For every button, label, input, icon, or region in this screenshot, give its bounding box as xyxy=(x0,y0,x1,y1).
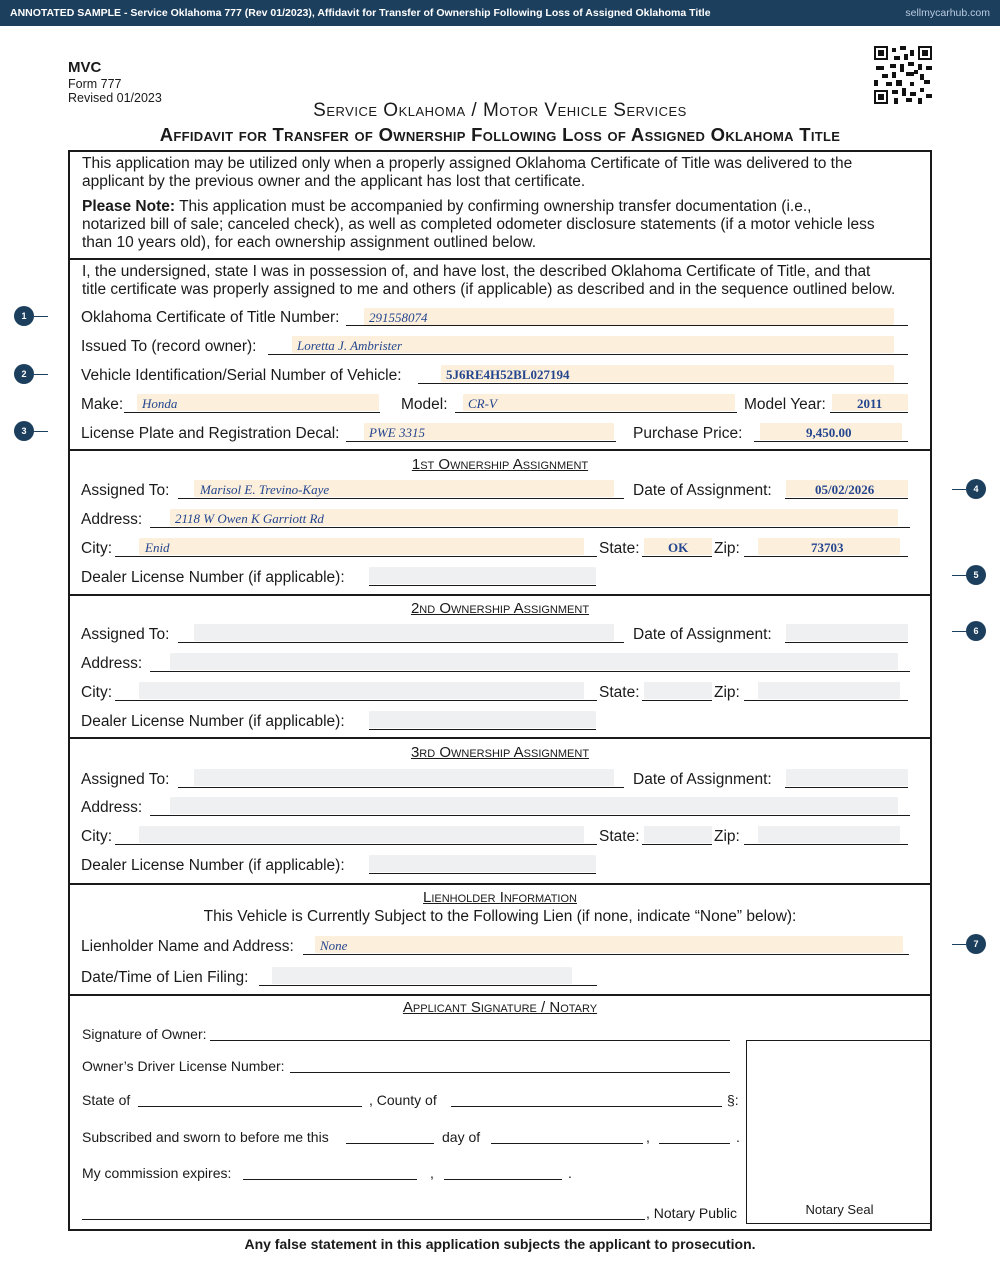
city-label: City: xyxy=(81,684,112,701)
underline xyxy=(642,556,712,557)
assignment-1-city-field[interactable] xyxy=(139,538,584,555)
assignment-2-dealer-field[interactable] xyxy=(369,711,596,728)
vin-label: Vehicle Identification/Serial Number of Vehicle: xyxy=(81,367,402,384)
commission-label: My commission expires: xyxy=(82,1165,232,1181)
assignment-1-dealer-field[interactable] xyxy=(369,567,596,584)
sworn-label: Subscribed and sworn to before me this xyxy=(82,1129,329,1145)
owner-signature-label: Signature of Owner: xyxy=(82,1026,207,1042)
signature-heading: Applicant Signature / Notary xyxy=(402,999,598,1016)
owner-signature-line[interactable] xyxy=(210,1040,730,1041)
assignment-2-zip-field[interactable] xyxy=(758,682,900,699)
state-of-label: State of xyxy=(82,1092,131,1108)
date-of-assignment-label: Date of Assignment: xyxy=(633,626,772,643)
commission-year-line[interactable] xyxy=(444,1179,562,1180)
annotation-marker-5[interactable]: 5 xyxy=(966,565,986,585)
county-of-label: , County of xyxy=(369,1092,437,1108)
underline xyxy=(785,787,908,788)
address-label: Address: xyxy=(81,511,143,528)
lien-filing-date-label: Date/Time of Lien Filing: xyxy=(81,969,249,986)
annotation-marker-6[interactable]: 6 xyxy=(966,621,986,641)
intro-text: This application may be utilized only when a properly assigned Oklahoma Certificate of Title was delivered to the applicant by the previous owner and the applicant has lost that certificate. xyxy=(82,155,853,190)
lienholder-heading: Lienholder Information xyxy=(423,889,577,906)
underline xyxy=(830,412,908,413)
underline xyxy=(303,954,909,955)
underline xyxy=(369,585,596,586)
sworn-year-line[interactable] xyxy=(659,1143,730,1144)
assignment-3-address-field[interactable] xyxy=(170,797,898,814)
period-mark: . xyxy=(736,1129,740,1145)
issued-to-value: Loretta J. Ambrister xyxy=(297,338,403,353)
notary-seal-label: Notary Seal xyxy=(805,1202,874,1217)
license-plate-label: License Plate and Registration Decal: xyxy=(81,425,340,442)
zip-label: Zip: xyxy=(714,828,740,845)
notary-seal-box xyxy=(746,1040,932,1224)
annotation-marker-4[interactable]: 4 xyxy=(966,479,986,499)
annotation-marker-7[interactable]: 7 xyxy=(966,934,986,954)
qr-code-icon xyxy=(874,46,932,104)
annotation-marker-2[interactable]: 2 xyxy=(14,364,34,384)
title-number-value: 291558074 xyxy=(369,310,428,325)
form-title-line1: Service Oklahoma / Motor Vehicle Services xyxy=(313,100,687,121)
period-mark: . xyxy=(568,1165,572,1181)
assignment-2-address-field[interactable] xyxy=(170,653,898,670)
issued-to-label: Issued To (record owner): xyxy=(81,338,257,355)
underline xyxy=(346,325,908,326)
underline xyxy=(150,671,910,672)
assignment-3-assigned-to-field[interactable] xyxy=(194,769,614,786)
divider xyxy=(68,994,932,996)
commission-date-line[interactable] xyxy=(243,1179,417,1180)
model-label: Model: xyxy=(401,396,448,413)
marker-connector xyxy=(34,316,48,317)
banner-title: ANNOTATED SAMPLE - Service Oklahoma 777 (Rev 01/2023), Affidavit for Transfer of Ownership Following Loss of Assigned Oklahoma Title xyxy=(10,7,711,19)
driver-license-line[interactable] xyxy=(290,1072,730,1073)
top-banner xyxy=(0,0,1000,26)
marker-connector xyxy=(34,374,48,375)
sworn-day-line[interactable] xyxy=(346,1143,434,1144)
annotation-marker-3[interactable]: 3 xyxy=(14,421,34,441)
banner-site-link[interactable]: sellmycarhub.com xyxy=(905,7,990,19)
assignment-3-date-field[interactable] xyxy=(786,769,908,786)
annotation-marker-1[interactable]: 1 xyxy=(14,306,34,326)
assignment-1-zip-value: 73703 xyxy=(811,540,844,555)
assignment-2-heading: 2nd Ownership Assignment xyxy=(410,600,590,617)
notary-signature-line[interactable] xyxy=(82,1219,645,1220)
marker-connector xyxy=(952,944,966,945)
underline xyxy=(124,412,380,413)
state-label: State: xyxy=(599,828,640,845)
underline xyxy=(178,498,624,499)
dealer-license-label: Dealer License Number (if applicable): xyxy=(81,857,345,874)
lienholder-name-value: None xyxy=(320,938,348,953)
assigned-to-label: Assigned To: xyxy=(81,482,170,499)
lienholder-subtitle: This Vehicle is Currently Subject to the Following Lien (if none, indicate “None” below): xyxy=(203,908,797,925)
underline xyxy=(744,556,908,557)
underline xyxy=(642,844,712,845)
divider xyxy=(68,737,932,739)
model-year-value: 2011 xyxy=(857,396,883,411)
title-number-label: Oklahoma Certificate of Title Number: xyxy=(81,309,340,326)
dealer-license-label: Dealer License Number (if applicable): xyxy=(81,713,345,730)
assignment-1-date-value: 05/02/2026 xyxy=(815,482,875,497)
day-of-label: day of xyxy=(442,1129,481,1145)
divider xyxy=(68,594,932,596)
underline xyxy=(785,498,908,499)
underline xyxy=(268,354,908,355)
underline xyxy=(455,412,737,413)
underline xyxy=(369,873,596,874)
section-mark: §: xyxy=(727,1092,739,1108)
lien-filing-date-field[interactable] xyxy=(272,967,572,984)
date-of-assignment-label: Date of Assignment: xyxy=(633,771,772,788)
assignment-1-assigned-to-value: Marisol E. Trevino-Kaye xyxy=(200,482,330,497)
underline xyxy=(259,985,597,986)
divider xyxy=(68,449,932,451)
statement-text: I, the undersigned, state I was in possession of, and have lost, the described Oklahoma Certificate of Title, and that title certificate was properly assigned to me and others (if applicable) as described and in the sequence outlined below. xyxy=(82,263,896,298)
city-label: City: xyxy=(81,828,112,845)
title-number-field[interactable] xyxy=(364,308,894,325)
state-label: State: xyxy=(599,684,640,701)
lienholder-name-field[interactable] xyxy=(315,936,903,953)
model-field[interactable] xyxy=(463,394,735,411)
underline xyxy=(418,383,908,384)
divider xyxy=(68,883,932,885)
underline xyxy=(178,642,624,643)
underline xyxy=(115,556,597,557)
assignment-2-date-field[interactable] xyxy=(786,624,908,641)
underline xyxy=(785,642,908,643)
model-year-label: Model Year: xyxy=(744,396,826,413)
notary-county-line[interactable] xyxy=(451,1106,722,1107)
please-note: Please Note: This application must be accompanied by confirming ownership transfer documentation (i.e., notarized bill of sale; canceled check), as well as completed odometer disclosure statements (if a motor vehicle less than 10 years old), for each ownership assignment outlined below. xyxy=(82,198,875,251)
underline xyxy=(150,527,910,528)
date-of-assignment-label: Date of Assignment: xyxy=(633,482,772,499)
driver-license-label: Owner’s Driver License Number: xyxy=(82,1058,285,1074)
license-plate-value: PWE 3315 xyxy=(369,425,425,440)
assignment-1-state-value: OK xyxy=(668,540,689,555)
assignment-3-city-field[interactable] xyxy=(139,826,584,843)
underline xyxy=(115,700,597,701)
underline xyxy=(744,700,908,701)
underline xyxy=(150,815,910,816)
divider xyxy=(68,258,932,260)
notary-public-label: , Notary Public xyxy=(646,1205,738,1221)
assigned-to-label: Assigned To: xyxy=(81,626,170,643)
footer-warning: Any false statement in this application subjects the applicant to prosecution. xyxy=(244,1236,756,1252)
address-label: Address: xyxy=(81,655,143,672)
form-number: Form 777 xyxy=(68,77,122,91)
assignment-1-heading: 1st Ownership Assignment xyxy=(411,456,589,473)
comma-mark: , xyxy=(646,1129,650,1145)
sworn-month-line[interactable] xyxy=(491,1143,643,1144)
underline xyxy=(178,787,624,788)
underline xyxy=(369,729,596,730)
assignment-3-heading: 3rd Ownership Assignment xyxy=(410,744,590,761)
lienholder-name-label: Lienholder Name and Address: xyxy=(81,938,294,955)
address-label: Address: xyxy=(81,799,143,816)
marker-connector xyxy=(952,575,966,576)
city-label: City: xyxy=(81,540,112,557)
assigned-to-label: Assigned To: xyxy=(81,771,170,788)
assignment-3-state-field[interactable] xyxy=(644,826,712,843)
assignment-3-zip-field[interactable] xyxy=(758,826,900,843)
assignment-3-dealer-field[interactable] xyxy=(369,855,596,872)
underline xyxy=(346,441,616,442)
underline xyxy=(642,700,712,701)
marker-connector xyxy=(952,489,966,490)
vin-value: 5J6RE4H52BL027194 xyxy=(446,367,570,382)
assignment-2-city-field[interactable] xyxy=(139,682,584,699)
underline xyxy=(754,441,908,442)
notary-state-line[interactable] xyxy=(138,1106,362,1107)
make-value: Honda xyxy=(142,396,178,411)
purchase-price-label: Purchase Price: xyxy=(633,425,743,442)
zip-label: Zip: xyxy=(714,684,740,701)
assignment-2-assigned-to-field[interactable] xyxy=(194,624,614,641)
zip-label: Zip: xyxy=(714,540,740,557)
marker-connector xyxy=(34,431,48,432)
dealer-license-label: Dealer License Number (if applicable): xyxy=(81,569,345,586)
revision-date: Revised 01/2023 xyxy=(68,91,162,105)
assignment-1-city-value: Enid xyxy=(145,540,170,555)
underline xyxy=(744,844,908,845)
underline xyxy=(115,844,597,845)
model-value: CR-V xyxy=(468,396,497,411)
marker-connector xyxy=(952,631,966,632)
make-label: Make: xyxy=(81,396,124,413)
form-title-line2: Affidavit for Transfer of Ownership Following Loss of Assigned Oklahoma Title xyxy=(159,124,841,145)
agency-code: MVC xyxy=(68,59,102,76)
state-label: State: xyxy=(599,540,640,557)
comma-mark: , xyxy=(430,1165,434,1181)
assignment-1-address-value: 2118 W Owen K Garriott Rd xyxy=(175,511,324,526)
purchase-price-value: 9,450.00 xyxy=(806,425,852,440)
assignment-2-state-field[interactable] xyxy=(644,682,712,699)
